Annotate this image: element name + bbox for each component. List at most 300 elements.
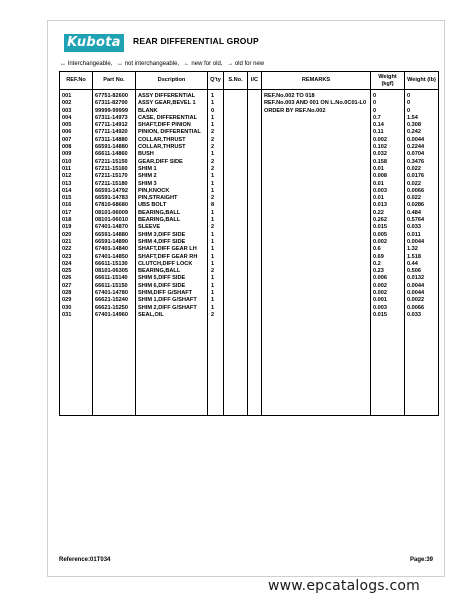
- column-header: Dscription: [136, 72, 208, 90]
- part-no-cell: 66611-15130: [93, 261, 136, 268]
- table-row: [60, 254, 439, 261]
- weight-kgf-cell: 0.14: [371, 122, 405, 129]
- qty-cell: 1: [208, 181, 224, 188]
- ic-cell: [248, 312, 262, 319]
- qty-cell: 1: [208, 261, 224, 268]
- table-row: [60, 173, 439, 180]
- description-cell: SHIM 1,DIFF G/SHAFT: [136, 297, 208, 304]
- part-no-cell: 66611-15140: [93, 275, 136, 282]
- parts-table: [59, 71, 439, 416]
- empty-cell: [371, 319, 405, 416]
- description-cell: BEARING,BALL: [136, 268, 208, 275]
- weight-lb-cell: 0.0176: [405, 173, 439, 180]
- ref-no-cell: 018: [60, 217, 93, 224]
- remarks-cell: [262, 261, 371, 268]
- part-no-cell: 08101-06010: [93, 217, 136, 224]
- ic-cell: [248, 108, 262, 115]
- column-header: I/C: [248, 72, 262, 90]
- table-row: [60, 246, 439, 253]
- remarks-cell: [262, 129, 371, 136]
- description-cell: UBS BOLT: [136, 202, 208, 209]
- reference-code: Reference:01T034: [59, 557, 111, 563]
- remarks-cell: [262, 159, 371, 166]
- table-row: [60, 195, 439, 202]
- weight-kgf-cell: 0.002: [371, 283, 405, 290]
- description-cell: COLLAR,THRUST: [136, 144, 208, 151]
- description-cell: SHAFT,DIFF PINION: [136, 122, 208, 129]
- serial-no-cell: [224, 210, 248, 217]
- ic-cell: [248, 232, 262, 239]
- column-header: Part No.: [93, 72, 136, 90]
- serial-no-cell: [224, 159, 248, 166]
- serial-no-cell: [224, 312, 248, 319]
- description-cell: SHIM 4,DIFF SIDE: [136, 239, 208, 246]
- part-no-cell: 67401-14870: [93, 224, 136, 231]
- description-cell: SLEEVE: [136, 224, 208, 231]
- weight-lb-cell: 0: [405, 100, 439, 107]
- qty-cell: 1: [208, 283, 224, 290]
- weight-lb-cell: 0.033: [405, 312, 439, 319]
- weight-kgf-cell: 0.11: [371, 129, 405, 136]
- serial-no-cell: [224, 239, 248, 246]
- description-cell: SHAFT,DIFF GEAR RH: [136, 254, 208, 261]
- qty-cell: 1: [208, 254, 224, 261]
- description-cell: PIN,STRAIGHT: [136, 195, 208, 202]
- description-cell: COLLAR,THRUST: [136, 137, 208, 144]
- ic-cell: [248, 246, 262, 253]
- serial-no-cell: [224, 108, 248, 115]
- serial-no-cell: [224, 173, 248, 180]
- ref-no-cell: 007: [60, 137, 93, 144]
- weight-lb-cell: 0: [405, 108, 439, 115]
- part-no-cell: 67401-14840: [93, 246, 136, 253]
- remarks-cell: [262, 195, 371, 202]
- table-row: [60, 312, 439, 319]
- qty-cell: 1: [208, 305, 224, 312]
- weight-kgf-cell: 0.006: [371, 275, 405, 282]
- ref-no-cell: 015: [60, 195, 93, 202]
- table-header-row: [60, 72, 439, 90]
- weight-lb-cell: 0.3476: [405, 159, 439, 166]
- weight-kgf-cell: 0.013: [371, 202, 405, 209]
- qty-cell: 1: [208, 239, 224, 246]
- table-row: [60, 166, 439, 173]
- weight-lb-cell: 0.44: [405, 261, 439, 268]
- description-cell: BLANK: [136, 108, 208, 115]
- remarks-cell: [262, 188, 371, 195]
- weight-lb-cell: 0.011: [405, 232, 439, 239]
- weight-lb-cell: 0.242: [405, 129, 439, 136]
- part-no-cell: 67311-82700: [93, 100, 136, 107]
- ic-cell: [248, 261, 262, 268]
- part-no-cell: 67401-14960: [93, 312, 136, 319]
- remarks-cell: [262, 217, 371, 224]
- qty-cell: 2: [208, 137, 224, 144]
- remarks-cell: [262, 232, 371, 239]
- serial-no-cell: [224, 93, 248, 100]
- table-row: [60, 108, 439, 115]
- ic-cell: [248, 93, 262, 100]
- weight-kgf-cell: 0: [371, 100, 405, 107]
- ref-no-cell: 029: [60, 297, 93, 304]
- page-number: Page:39: [410, 557, 434, 563]
- description-cell: ASSY GEAR,BEVEL 1: [136, 100, 208, 107]
- table-row: [60, 261, 439, 268]
- ref-no-cell: 022: [60, 246, 93, 253]
- description-cell: SEAL,OIL: [136, 312, 208, 319]
- legend-item: ← new for old,: [183, 61, 223, 67]
- column-header: REMARKS: [262, 72, 371, 90]
- weight-kgf-cell: 0.7: [371, 115, 405, 122]
- part-no-cell: 67211-15180: [93, 181, 136, 188]
- part-no-cell: 66621-15250: [93, 305, 136, 312]
- table-row: [60, 129, 439, 136]
- weight-lb-cell: 0.0044: [405, 239, 439, 246]
- qty-cell: 1: [208, 122, 224, 129]
- ic-cell: [248, 254, 262, 261]
- part-no-cell: 66591-14792: [93, 188, 136, 195]
- weight-lb-cell: 0.484: [405, 210, 439, 217]
- remarks-cell: [262, 312, 371, 319]
- remarks-cell: [262, 166, 371, 173]
- weight-lb-cell: 0.0044: [405, 283, 439, 290]
- remarks-cell: [262, 290, 371, 297]
- table-row: [60, 305, 439, 312]
- remarks-cell: [262, 122, 371, 129]
- ic-cell: [248, 100, 262, 107]
- ic-cell: [248, 173, 262, 180]
- serial-no-cell: [224, 217, 248, 224]
- serial-no-cell: [224, 224, 248, 231]
- qty-cell: 8: [208, 202, 224, 209]
- table-row: [60, 268, 439, 275]
- ic-cell: [248, 166, 262, 173]
- column-header: S.No.: [224, 72, 248, 90]
- remarks-cell: [262, 254, 371, 261]
- table-row: [60, 210, 439, 217]
- weight-kgf-cell: 0.032: [371, 151, 405, 158]
- weight-kgf-cell: 0.002: [371, 239, 405, 246]
- serial-no-cell: [224, 283, 248, 290]
- ic-cell: [248, 137, 262, 144]
- part-no-cell: 67311-14973: [93, 115, 136, 122]
- ic-cell: [248, 217, 262, 224]
- weight-lb-cell: 0.0066: [405, 188, 439, 195]
- legend-item: → old for new: [227, 61, 265, 67]
- qty-cell: 1: [208, 188, 224, 195]
- ref-no-cell: 012: [60, 173, 93, 180]
- empty-cell: [136, 319, 208, 416]
- ref-no-cell: 023: [60, 254, 93, 261]
- serial-no-cell: [224, 144, 248, 151]
- ic-cell: [248, 202, 262, 209]
- part-no-cell: 66591-14880: [93, 232, 136, 239]
- serial-no-cell: [224, 232, 248, 239]
- serial-no-cell: [224, 202, 248, 209]
- remarks-cell: [262, 224, 371, 231]
- empty-cell: [224, 319, 248, 416]
- ref-no-cell: 027: [60, 283, 93, 290]
- weight-lb-cell: 0.5764: [405, 217, 439, 224]
- watermark-text: www.epcatalogs.com: [268, 578, 420, 594]
- weight-lb-cell: 1.54: [405, 115, 439, 122]
- weight-lb-cell: 0.0044: [405, 137, 439, 144]
- description-cell: SHIM 5,DIFF SIDE: [136, 275, 208, 282]
- weight-kgf-cell: 0.015: [371, 224, 405, 231]
- remarks-cell: [262, 297, 371, 304]
- description-cell: ASSY DIFFERENTIAL: [136, 93, 208, 100]
- ref-no-cell: 031: [60, 312, 93, 319]
- weight-kgf-cell: 0.01: [371, 195, 405, 202]
- remarks-cell: REF.No.003 AND 001 ON L.No.0C01-L0: [262, 100, 371, 107]
- weight-lb-cell: 0.0704: [405, 151, 439, 158]
- serial-no-cell: [224, 297, 248, 304]
- weight-lb-cell: 1.32: [405, 246, 439, 253]
- ic-cell: [248, 268, 262, 275]
- weight-kgf-cell: 0.22: [371, 210, 405, 217]
- description-cell: CLUTCH,DIFF LOCK: [136, 261, 208, 268]
- ref-no-cell: 024: [60, 261, 93, 268]
- weight-kgf-cell: 0: [371, 108, 405, 115]
- serial-no-cell: [224, 195, 248, 202]
- serial-no-cell: [224, 137, 248, 144]
- description-cell: BEARING,BALL: [136, 217, 208, 224]
- ref-no-cell: 003: [60, 108, 93, 115]
- ic-cell: [248, 297, 262, 304]
- table-row: [60, 297, 439, 304]
- description-cell: BUSH: [136, 151, 208, 158]
- qty-cell: 2: [208, 166, 224, 173]
- table-row: [60, 202, 439, 209]
- serial-no-cell: [224, 166, 248, 173]
- remarks-cell: ORDER BY REF.No.002: [262, 108, 371, 115]
- table-row: [60, 188, 439, 195]
- ic-cell: [248, 188, 262, 195]
- qty-cell: 1: [208, 115, 224, 122]
- weight-kgf-cell: 0.015: [371, 312, 405, 319]
- serial-no-cell: [224, 129, 248, 136]
- remarks-cell: [262, 210, 371, 217]
- description-cell: SHIM 2: [136, 173, 208, 180]
- empty-cell: [208, 319, 224, 416]
- weight-lb-cell: 0.0066: [405, 305, 439, 312]
- part-no-cell: 66591-14880: [93, 144, 136, 151]
- part-no-cell: 67211-15170: [93, 173, 136, 180]
- qty-cell: 1: [208, 100, 224, 107]
- table-row: [60, 151, 439, 158]
- table-body: [60, 90, 439, 416]
- ic-cell: [248, 144, 262, 151]
- weight-kgf-cell: 0: [371, 93, 405, 100]
- ic-cell: [248, 181, 262, 188]
- weight-lb-cell: 0.0022: [405, 297, 439, 304]
- ref-no-cell: 005: [60, 122, 93, 129]
- part-no-cell: 67401-14780: [93, 290, 136, 297]
- ic-cell: [248, 305, 262, 312]
- weight-lb-cell: 0.2244: [405, 144, 439, 151]
- legend-item: ↔ Interchangeable,: [60, 61, 113, 67]
- part-no-cell: 67211-15160: [93, 166, 136, 173]
- weight-kgf-cell: 0.01: [371, 181, 405, 188]
- serial-no-cell: [224, 188, 248, 195]
- qty-cell: 2: [208, 268, 224, 275]
- qty-cell: 2: [208, 195, 224, 202]
- qty-cell: 1: [208, 290, 224, 297]
- table-row: [60, 232, 439, 239]
- table-row: [60, 275, 439, 282]
- weight-kgf-cell: 0.158: [371, 159, 405, 166]
- description-cell: GEAR,DIFF SIDE: [136, 159, 208, 166]
- description-cell: PINION, DIFFERENTIAL: [136, 129, 208, 136]
- ref-no-cell: 021: [60, 239, 93, 246]
- weight-kgf-cell: 0.001: [371, 297, 405, 304]
- qty-cell: 1: [208, 173, 224, 180]
- part-no-cell: 67211-15150: [93, 159, 136, 166]
- remarks-cell: [262, 275, 371, 282]
- serial-no-cell: [224, 261, 248, 268]
- legend-item: ↔ not interchangeable,: [117, 61, 180, 67]
- empty-cell: [405, 319, 439, 416]
- part-no-cell: 67751-82600: [93, 93, 136, 100]
- part-no-cell: 67311-14880: [93, 137, 136, 144]
- weight-kgf-cell: 0.008: [371, 173, 405, 180]
- table-row: [60, 137, 439, 144]
- table-row: [60, 115, 439, 122]
- column-header: Weight (kgf): [371, 72, 405, 90]
- ic-cell: [248, 129, 262, 136]
- qty-cell: 2: [208, 312, 224, 319]
- weight-lb-cell: 0.022: [405, 166, 439, 173]
- page-title: REAR DIFFERENTIAL GROUP: [133, 36, 259, 46]
- weight-lb-cell: 1.518: [405, 254, 439, 261]
- remarks-cell: [262, 283, 371, 290]
- remarks-cell: [262, 305, 371, 312]
- ref-no-cell: 014: [60, 188, 93, 195]
- empty-cell: [262, 319, 371, 416]
- weight-kgf-cell: 0.102: [371, 144, 405, 151]
- part-no-cell: 67711-14912: [93, 122, 136, 129]
- remarks-cell: [262, 246, 371, 253]
- qty-cell: 1: [208, 275, 224, 282]
- ref-no-cell: 010: [60, 159, 93, 166]
- ref-no-cell: 020: [60, 232, 93, 239]
- qty-cell: 1: [208, 246, 224, 253]
- ic-cell: [248, 290, 262, 297]
- weight-lb-cell: 0.506: [405, 268, 439, 275]
- part-no-cell: 66621-15240: [93, 297, 136, 304]
- ic-cell: [248, 239, 262, 246]
- part-no-cell: 66611-15150: [93, 283, 136, 290]
- weight-lb-cell: 0.022: [405, 181, 439, 188]
- weight-kgf-cell: 0.2: [371, 261, 405, 268]
- table-row: [60, 144, 439, 151]
- table-row: [60, 93, 439, 100]
- table-filler-row: [60, 319, 439, 416]
- description-cell: SHAFT,DIFF GEAR LH: [136, 246, 208, 253]
- description-cell: SHIM 1: [136, 166, 208, 173]
- qty-cell: 0: [208, 108, 224, 115]
- ref-no-cell: 011: [60, 166, 93, 173]
- remarks-cell: [262, 115, 371, 122]
- weight-lb-cell: 0: [405, 93, 439, 100]
- part-no-cell: 08101-06009: [93, 210, 136, 217]
- interchangeability-legend: [60, 61, 267, 67]
- qty-cell: 1: [208, 93, 224, 100]
- ref-no-cell: 019: [60, 224, 93, 231]
- ref-no-cell: 028: [60, 290, 93, 297]
- empty-cell: [248, 319, 262, 416]
- qty-cell: 1: [208, 151, 224, 158]
- empty-cell: [60, 319, 93, 416]
- ref-no-cell: 006: [60, 129, 93, 136]
- qty-cell: 1: [208, 210, 224, 217]
- remarks-cell: [262, 202, 371, 209]
- ref-no-cell: 009: [60, 151, 93, 158]
- serial-no-cell: [224, 305, 248, 312]
- weight-lb-cell: 0.0044: [405, 290, 439, 297]
- table-row: [60, 217, 439, 224]
- table-row: [60, 283, 439, 290]
- weight-lb-cell: 0.0286: [405, 202, 439, 209]
- weight-lb-cell: 0.022: [405, 195, 439, 202]
- weight-kgf-cell: 0.23: [371, 268, 405, 275]
- weight-kgf-cell: 0.262: [371, 217, 405, 224]
- ref-no-cell: 026: [60, 275, 93, 282]
- qty-cell: 2: [208, 159, 224, 166]
- remarks-cell: REF.No.002 TO 018: [262, 93, 371, 100]
- table-row: [60, 224, 439, 231]
- qty-cell: 1: [208, 232, 224, 239]
- description-cell: SHIM 2,DIFF G/SHAFT: [136, 305, 208, 312]
- ic-cell: [248, 224, 262, 231]
- serial-no-cell: [224, 254, 248, 261]
- qty-cell: 2: [208, 129, 224, 136]
- ref-no-cell: 017: [60, 210, 93, 217]
- qty-cell: 2: [208, 144, 224, 151]
- remarks-cell: [262, 151, 371, 158]
- empty-cell: [93, 319, 136, 416]
- ref-no-cell: 008: [60, 144, 93, 151]
- part-no-cell: 67810-68680: [93, 202, 136, 209]
- part-no-cell: 66611-14860: [93, 151, 136, 158]
- qty-cell: 1: [208, 217, 224, 224]
- ic-cell: [248, 122, 262, 129]
- ic-cell: [248, 210, 262, 217]
- ic-cell: [248, 195, 262, 202]
- weight-lb-cell: 0.033: [405, 224, 439, 231]
- serial-no-cell: [224, 122, 248, 129]
- weight-kgf-cell: 0.6: [371, 246, 405, 253]
- serial-no-cell: [224, 181, 248, 188]
- weight-kgf-cell: 0.003: [371, 305, 405, 312]
- serial-no-cell: [224, 151, 248, 158]
- table-row: [60, 181, 439, 188]
- column-header: REF.No: [60, 72, 93, 90]
- weight-kgf-cell: 0.002: [371, 290, 405, 297]
- ic-cell: [248, 159, 262, 166]
- description-cell: SHIM 3,DIFF SIDE: [136, 232, 208, 239]
- table-row: [60, 100, 439, 107]
- description-cell: SHIM 6,DIFF SIDE: [136, 283, 208, 290]
- table-row: [60, 122, 439, 129]
- description-cell: BEARING,BALL: [136, 210, 208, 217]
- serial-no-cell: [224, 115, 248, 122]
- remarks-cell: [262, 181, 371, 188]
- part-no-cell: 67711-14920: [93, 129, 136, 136]
- part-no-cell: 66591-14783: [93, 195, 136, 202]
- weight-kgf-cell: 0.002: [371, 137, 405, 144]
- ic-cell: [248, 151, 262, 158]
